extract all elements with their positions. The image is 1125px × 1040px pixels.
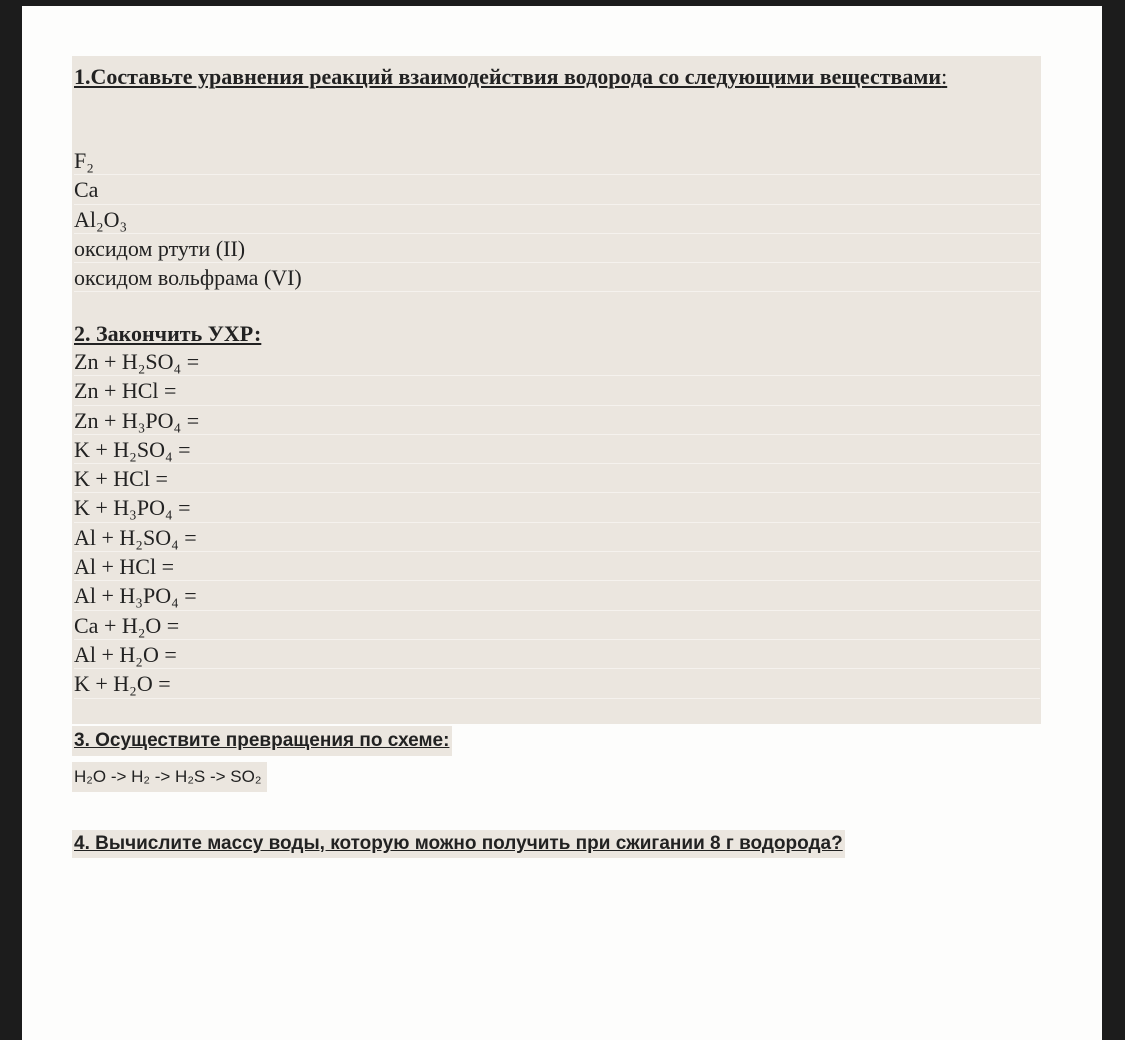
task3-scheme: H₂O -> H₂ -> H₂S -> SO₂ (72, 762, 267, 792)
document-page (22, 6, 1102, 1040)
equation-item: K + H₂O = (74, 669, 1040, 698)
equation-item: Zn + HCl = (74, 376, 1040, 405)
equation-item: K + H₂SO₄ = (74, 435, 1040, 464)
task1-list (74, 146, 1040, 292)
equation-item: Al + H₂O = (74, 640, 1040, 669)
equation-item: Al + HCl = (74, 552, 1040, 581)
equation-item: Al + H₂SO₄ = (74, 523, 1040, 552)
equation-item: Al + H₃PO₄ = (74, 581, 1040, 610)
list-item: Al₂O₃ (74, 205, 1040, 234)
equation-item: Zn + H₃PO₄ = (74, 406, 1040, 435)
task4-title: 4. Вычислите массу воды, которую можно получить при сжигании 8 г водорода? (72, 830, 845, 858)
task1-title (74, 62, 1038, 91)
list-item: Ca (74, 175, 1040, 204)
task1-title-text: 1.Составьте уравнения реакций взаимодействия водорода со следующими веществами (74, 64, 942, 89)
list-item: оксидом вольфрама (VI) (74, 263, 1040, 292)
task3-title: 3. Осуществите превращения по схеме: (72, 726, 452, 756)
task2-title: 2. Закончить УХР: (74, 321, 262, 346)
list-item: оксидом ртути (II) (74, 234, 1040, 263)
equation-item: Zn + H₂SO₄ = (74, 347, 1040, 376)
equation-item: K + HCl = (74, 464, 1040, 493)
task2-list (74, 347, 1040, 699)
equation-item: Ca + H₂O = (74, 611, 1040, 640)
equation-item: K + H₃PO₄ = (74, 493, 1040, 522)
list-item: F₂ (74, 146, 1040, 175)
task1-title-colon: : (941, 64, 948, 89)
